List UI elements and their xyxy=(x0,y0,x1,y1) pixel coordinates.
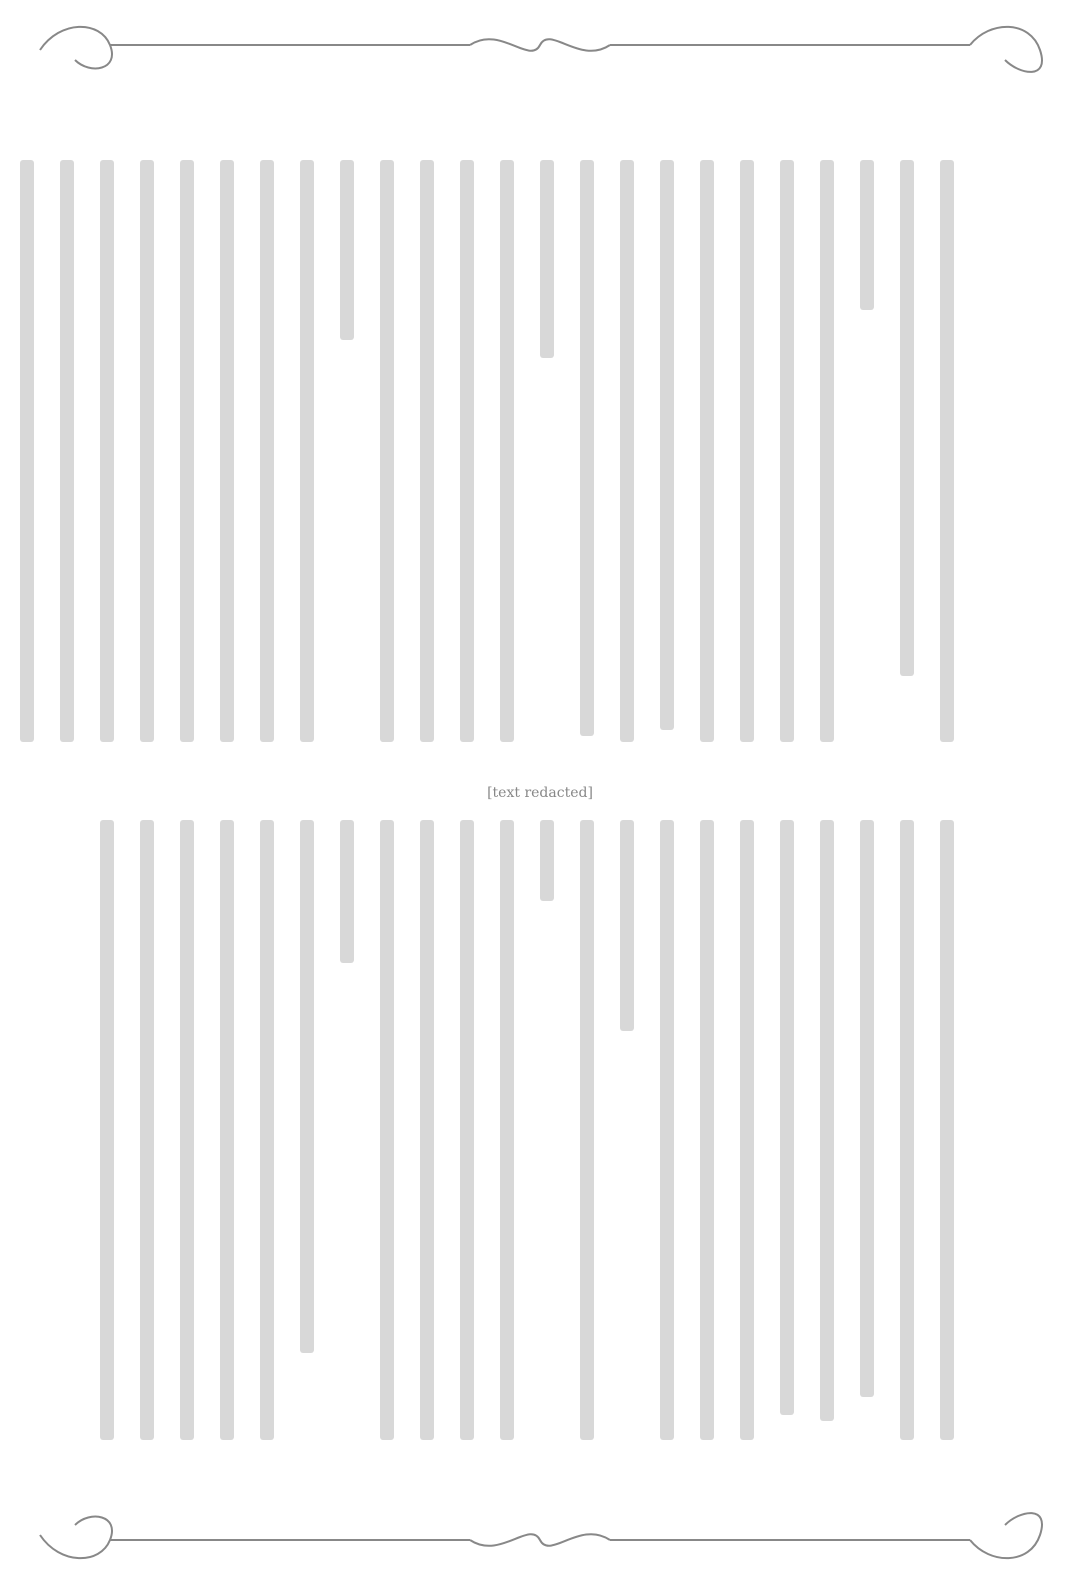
text-column xyxy=(814,160,840,760)
redacted-line xyxy=(900,820,914,1440)
redacted-line xyxy=(20,160,34,742)
redacted-line xyxy=(500,160,514,742)
text-column xyxy=(254,820,280,1440)
text-column xyxy=(494,160,520,760)
text-column xyxy=(214,820,240,1440)
redacted-line xyxy=(740,160,754,742)
text-column xyxy=(734,160,760,760)
text-column xyxy=(214,160,240,760)
redacted-line xyxy=(940,160,954,742)
text-column xyxy=(414,160,440,760)
redaction-notice: [text redacted] xyxy=(487,785,593,801)
text-column xyxy=(414,820,440,1440)
text-column xyxy=(534,820,560,1440)
text-column xyxy=(454,820,480,1440)
redacted-line xyxy=(100,160,114,742)
text-column xyxy=(134,160,160,760)
text-column xyxy=(854,820,880,1440)
redacted-line xyxy=(260,820,274,1440)
redacted-line xyxy=(860,160,874,310)
redacted-line xyxy=(420,820,434,1440)
upper-text-block xyxy=(14,160,960,760)
text-column xyxy=(374,820,400,1440)
text-column xyxy=(574,160,600,760)
redacted-line xyxy=(260,160,274,742)
text-column xyxy=(14,160,40,760)
text-column xyxy=(254,160,280,760)
text-column xyxy=(774,160,800,760)
redacted-line xyxy=(940,820,954,1440)
redacted-line xyxy=(700,160,714,742)
redacted-line xyxy=(300,160,314,742)
redacted-line xyxy=(300,820,314,1353)
top-ornament-border xyxy=(30,15,1050,85)
redacted-line xyxy=(580,820,594,1440)
redacted-line xyxy=(140,160,154,742)
text-column xyxy=(94,820,120,1440)
redacted-line xyxy=(420,160,434,742)
text-column xyxy=(134,820,160,1440)
redacted-line xyxy=(460,820,474,1440)
text-column xyxy=(94,160,120,760)
text-column xyxy=(54,160,80,760)
text-column xyxy=(174,160,200,760)
redacted-line xyxy=(180,820,194,1440)
text-column xyxy=(654,160,680,760)
redacted-line xyxy=(780,160,794,742)
text-column xyxy=(894,820,920,1440)
text-column xyxy=(294,160,320,760)
text-column xyxy=(494,820,520,1440)
redacted-line xyxy=(380,160,394,742)
redacted-line xyxy=(660,820,674,1440)
redacted-line xyxy=(740,820,754,1440)
redacted-line xyxy=(860,820,874,1397)
redacted-line xyxy=(820,820,834,1421)
text-column xyxy=(934,820,960,1440)
redacted-line xyxy=(220,160,234,742)
redacted-line xyxy=(500,820,514,1440)
text-column xyxy=(534,160,560,760)
lower-text-block xyxy=(94,820,960,1440)
redacted-line xyxy=(340,820,354,963)
redacted-line xyxy=(540,820,554,901)
redacted-line xyxy=(180,160,194,742)
text-column xyxy=(934,160,960,760)
text-column xyxy=(694,820,720,1440)
redacted-line xyxy=(660,160,674,730)
redacted-line xyxy=(340,160,354,340)
redacted-line xyxy=(100,820,114,1440)
text-column xyxy=(894,160,920,760)
redacted-line xyxy=(820,160,834,742)
redacted-line xyxy=(60,160,74,742)
redacted-line xyxy=(620,820,634,1031)
text-column xyxy=(734,820,760,1440)
text-column xyxy=(694,160,720,760)
redacted-line xyxy=(540,160,554,358)
text-column xyxy=(814,820,840,1440)
text-column xyxy=(294,820,320,1440)
text-column xyxy=(854,160,880,760)
text-column xyxy=(374,160,400,760)
redacted-line xyxy=(900,160,914,676)
redacted-line xyxy=(580,160,594,736)
bottom-ornament-border xyxy=(30,1500,1050,1570)
text-column xyxy=(614,160,640,760)
redacted-line xyxy=(380,820,394,1440)
redacted-line xyxy=(620,160,634,742)
text-column xyxy=(454,160,480,760)
text-column xyxy=(774,820,800,1440)
text-column xyxy=(614,820,640,1440)
redacted-line xyxy=(780,820,794,1415)
text-column xyxy=(574,820,600,1440)
text-column xyxy=(334,160,360,760)
text-column xyxy=(654,820,680,1440)
redacted-line xyxy=(140,820,154,1440)
text-column xyxy=(334,820,360,1440)
redacted-line xyxy=(700,820,714,1440)
redacted-line xyxy=(220,820,234,1440)
text-column xyxy=(174,820,200,1440)
redacted-line xyxy=(460,160,474,742)
